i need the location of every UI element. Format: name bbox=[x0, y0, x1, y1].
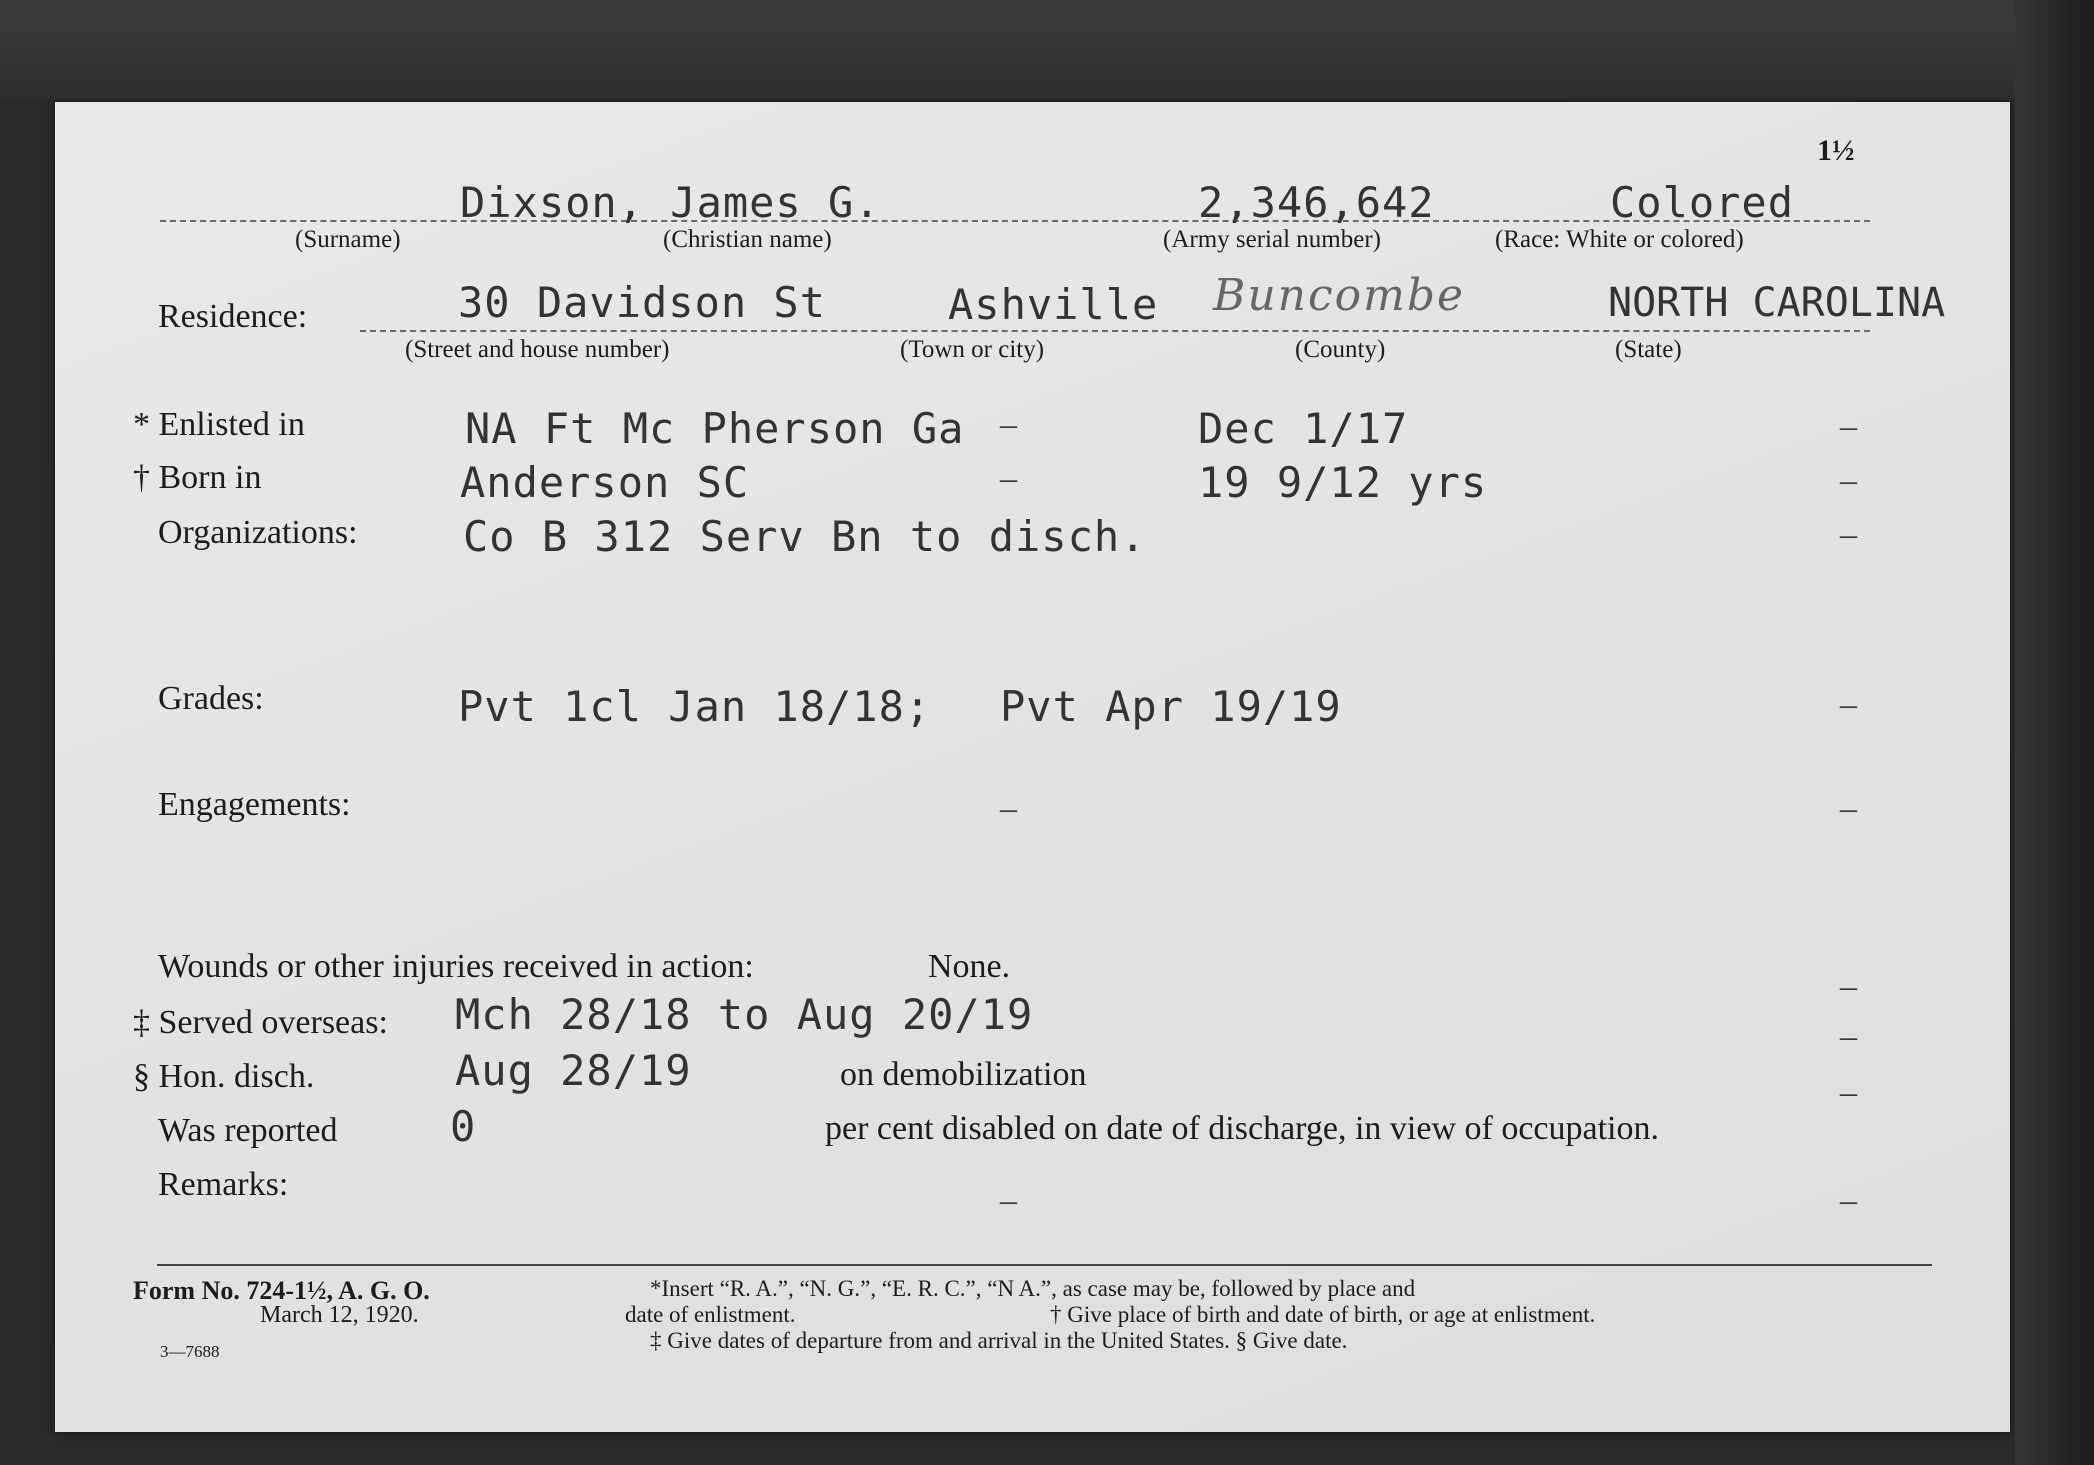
grades-value-2: Pvt Apr 19/19 bbox=[1000, 682, 1342, 731]
organizations-value: Co B 312 Serv Bn to disch. bbox=[463, 512, 1147, 561]
background-right bbox=[2015, 0, 2094, 1465]
caption-surname: (Surname) bbox=[295, 226, 401, 253]
reported-value: 0 bbox=[450, 1102, 477, 1151]
footnote-enlisted: *Insert “R. A.”, “N. G.”, “E. R. C.”, “N A.”, as case may be, followed by place and bbox=[650, 1276, 1416, 1301]
residence-state: NORTH CAROLINA bbox=[1608, 280, 1946, 326]
born-place: Anderson SC bbox=[460, 458, 750, 507]
background-top bbox=[0, 0, 2094, 100]
wounds-value: None. bbox=[928, 948, 1011, 985]
overseas-label: ‡ Served overseas: bbox=[133, 1004, 388, 1041]
footnote-born: † Give place of birth and date of birth, or age at enlistment. bbox=[1050, 1302, 1596, 1327]
residence-county: Buncombe bbox=[1213, 270, 1466, 321]
enlisted-dash: – bbox=[1000, 406, 1017, 443]
engagements-dash: – bbox=[1000, 790, 1017, 827]
organizations-right-dash: – bbox=[1840, 516, 1857, 553]
caption-town: (Town or city) bbox=[900, 336, 1045, 363]
born-age: 19 9/12 yrs bbox=[1198, 458, 1488, 507]
hon-disch-right-dash: – bbox=[1840, 1074, 1857, 1111]
overseas-value: Mch 28/18 to Aug 20/19 bbox=[455, 990, 1034, 1039]
engagements-right-dash: – bbox=[1840, 790, 1857, 827]
record-card bbox=[55, 102, 2010, 1432]
enlisted-label: * Enlisted in bbox=[133, 406, 305, 443]
soldier-name: Dixson, James G. bbox=[460, 178, 881, 227]
enlisted-place: NA Ft Mc Pherson Ga bbox=[465, 404, 965, 453]
caption-serial-number: (Army serial number) bbox=[1163, 226, 1381, 253]
caption-state: (State) bbox=[1615, 336, 1682, 363]
caption-christian-name: (Christian name) bbox=[663, 226, 832, 253]
hon-disch-label: § Hon. disch. bbox=[133, 1058, 315, 1095]
remarks-dash: – bbox=[1000, 1182, 1017, 1219]
print-code: 3—7688 bbox=[160, 1342, 220, 1361]
remarks-label: Remarks: bbox=[158, 1166, 289, 1203]
footnote-enlisted-cont: date of enlistment. bbox=[625, 1302, 796, 1327]
form-number: Form No. 724-1½, A. G. O. bbox=[133, 1276, 430, 1305]
hon-disch-text: on demobilization bbox=[840, 1056, 1087, 1093]
reported-label: Was reported bbox=[158, 1112, 338, 1149]
enlisted-right-dash: – bbox=[1840, 408, 1857, 445]
grades-value-1: Pvt 1cl Jan 18/18; bbox=[458, 682, 932, 731]
engagements-label: Engagements: bbox=[158, 786, 351, 823]
born-dash: – bbox=[1000, 460, 1017, 497]
corner-mark: 1½ bbox=[1817, 134, 1855, 167]
grades-label: Grades: bbox=[158, 680, 264, 717]
residence-label: Residence: bbox=[158, 298, 308, 335]
footnote-overseas: ‡ Give dates of departure from and arrival in the United States. § Give date. bbox=[650, 1328, 1348, 1353]
overseas-right-dash: – bbox=[1840, 1018, 1857, 1055]
residence-town: Ashville bbox=[948, 280, 1159, 329]
residence-line bbox=[360, 330, 1870, 332]
footer-rule bbox=[157, 1264, 1932, 1266]
grades-right-dash: – bbox=[1840, 686, 1857, 723]
born-label: † Born in bbox=[133, 459, 262, 496]
caption-street: (Street and house number) bbox=[405, 336, 670, 363]
enlisted-date: Dec 1/17 bbox=[1198, 404, 1409, 453]
wounds-right-dash: – bbox=[1840, 968, 1857, 1005]
born-right-dash: – bbox=[1840, 462, 1857, 499]
race-value: Colored bbox=[1610, 178, 1795, 227]
form-date: March 12, 1920. bbox=[260, 1302, 419, 1328]
residence-street: 30 Davidson St bbox=[458, 278, 827, 327]
hon-disch-date: Aug 28/19 bbox=[455, 1046, 692, 1095]
wounds-label: Wounds or other injuries received in action: bbox=[158, 948, 754, 985]
caption-race: (Race: White or colored) bbox=[1495, 226, 1744, 253]
army-serial-number: 2,346,642 bbox=[1198, 178, 1435, 227]
remarks-right-dash: – bbox=[1840, 1182, 1857, 1219]
caption-county: (County) bbox=[1295, 336, 1386, 363]
organizations-label: Organizations: bbox=[158, 514, 358, 551]
reported-text: per cent disabled on date of discharge, in view of occupation. bbox=[825, 1110, 1659, 1147]
